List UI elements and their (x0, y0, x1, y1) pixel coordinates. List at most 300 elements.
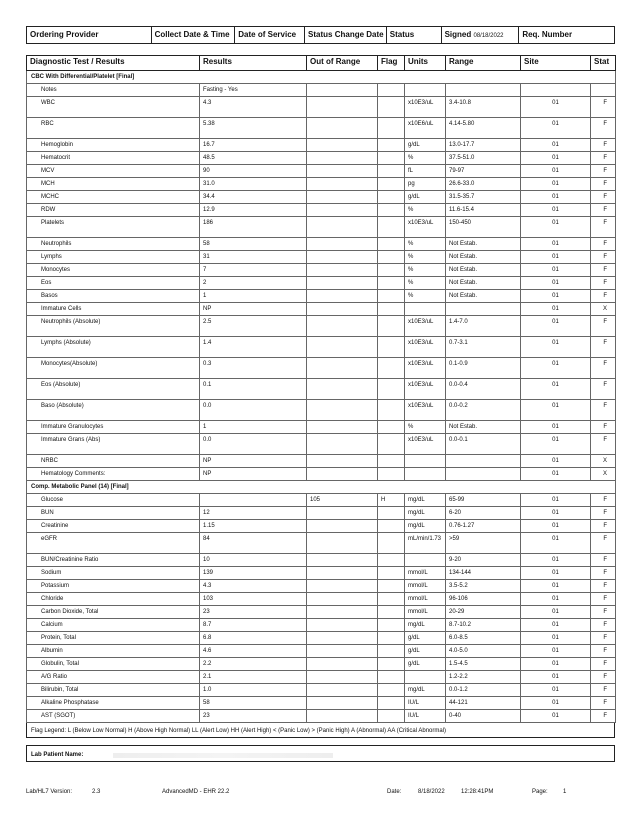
units-value: mmol/L (405, 606, 446, 619)
test-name: BUN/Creatinine Ratio (27, 554, 200, 567)
range-value: Not Estab. (446, 290, 521, 303)
table-row (27, 554, 616, 567)
test-name: Hematology Comments: (27, 468, 200, 481)
units-value: g/dL (405, 632, 446, 645)
results-value: 31.0 (200, 178, 307, 191)
stat-value: F (591, 710, 616, 723)
stat-value: F (591, 97, 616, 118)
stat-value: F (591, 619, 616, 632)
stat-value: F (591, 290, 616, 303)
site-value: 01 (521, 139, 591, 152)
table-row (27, 671, 616, 684)
site-value: 01 (521, 533, 591, 554)
test-name: Potassium (27, 580, 200, 593)
units-value: mmol/L (405, 593, 446, 606)
stat-value: X (591, 468, 616, 481)
site-value: 01 (521, 358, 591, 379)
site-value: 01 (521, 400, 591, 421)
results-value: 31 (200, 251, 307, 264)
units-value (405, 554, 446, 567)
results-value: 1.15 (200, 520, 307, 533)
range-value: 0.76-1.27 (446, 520, 521, 533)
print-date: 8/18/2022 (418, 789, 445, 795)
results-value: 2 (200, 277, 307, 290)
flag-value (378, 658, 405, 671)
site-value: 01 (521, 379, 591, 400)
units-value: pg (405, 178, 446, 191)
test-name: Chloride (27, 593, 200, 606)
flag-value (378, 468, 405, 481)
stat-value: F (591, 671, 616, 684)
status-change-date-label: Status Change Date (305, 27, 387, 43)
units-value: % (405, 238, 446, 251)
site-value: 01 (521, 697, 591, 710)
results-value: 4.3 (200, 580, 307, 593)
out-of-range-value (307, 671, 378, 684)
collect-date-label: Collect Date & Time (152, 27, 236, 43)
site-value: 01 (521, 606, 591, 619)
out-of-range-value (307, 580, 378, 593)
results-value: NP (200, 303, 307, 316)
flag-value (378, 455, 405, 468)
results-value: 139 (200, 567, 307, 580)
table-row (27, 251, 616, 264)
signed-cell (442, 27, 520, 43)
out-of-range-value: 105 (307, 494, 378, 507)
units-value: x10E3/uL (405, 400, 446, 421)
stat-value: F (591, 358, 616, 379)
flag-value (378, 238, 405, 251)
results-value: 1 (200, 290, 307, 303)
stat-value: F (591, 658, 616, 671)
flag-value (378, 84, 405, 97)
flag-value (378, 520, 405, 533)
results-value: 12.9 (200, 204, 307, 217)
range-value: 31.5-35.7 (446, 191, 521, 204)
test-name: MCHC (27, 191, 200, 204)
test-name: Baso (Absolute) (27, 400, 200, 421)
stat-value: F (591, 264, 616, 277)
results-value: 0.3 (200, 358, 307, 379)
results-value: 0.1 (200, 379, 307, 400)
units-value: g/dL (405, 191, 446, 204)
test-name: Neutrophils (Absolute) (27, 316, 200, 337)
units-value (405, 84, 446, 97)
flag-value (378, 165, 405, 178)
results-value: 1 (200, 421, 307, 434)
range-value: 0-40 (446, 710, 521, 723)
units-value: x10E3/uL (405, 97, 446, 118)
site-value: 01 (521, 290, 591, 303)
range-value: 79-97 (446, 165, 521, 178)
site-value: 01 (521, 165, 591, 178)
test-name: Neutrophils (27, 238, 200, 251)
flag-value (378, 671, 405, 684)
range-value: 0.0-0.4 (446, 379, 521, 400)
range-value: 4.0-5.0 (446, 645, 521, 658)
out-of-range-value (307, 277, 378, 290)
units-value: % (405, 277, 446, 290)
out-of-range-value (307, 520, 378, 533)
units-value: x10E3/uL (405, 337, 446, 358)
site-value: 01 (521, 645, 591, 658)
patient-name-label: Lab Patient Name: (31, 752, 84, 758)
table-row (27, 710, 616, 723)
test-name: Carbon Dioxide, Total (27, 606, 200, 619)
site-value (521, 84, 591, 97)
site-value: 01 (521, 671, 591, 684)
units-value: IU/L (405, 710, 446, 723)
range-value: 13.0-17.7 (446, 139, 521, 152)
range-value: 1.2-2.2 (446, 671, 521, 684)
table-row (27, 97, 616, 118)
test-name: Monocytes (27, 264, 200, 277)
range-value: Not Estab. (446, 238, 521, 251)
results-value: 58 (200, 697, 307, 710)
site-value: 01 (521, 217, 591, 238)
site-value: 01 (521, 710, 591, 723)
stat-value: F (591, 554, 616, 567)
flag-value (378, 379, 405, 400)
results-value: 8.7 (200, 619, 307, 632)
units-value: % (405, 251, 446, 264)
out-of-range-value (307, 710, 378, 723)
flag-legend: Flag Legend: L (Below Low Normal) H (Above High Normal) LL (Alert Low) HH (Alert High) < (Panic Low) > (Panic High) A (Abnormal) AA (Critical Abnormal) (26, 723, 615, 738)
out-of-range-value (307, 379, 378, 400)
stat-value: F (591, 580, 616, 593)
site-value: 01 (521, 152, 591, 165)
table-row (27, 494, 616, 507)
test-name: MCV (27, 165, 200, 178)
stat-value: F (591, 118, 616, 139)
table-row (27, 152, 616, 165)
units-value: mg/dL (405, 494, 446, 507)
range-value: 20-29 (446, 606, 521, 619)
units-value (405, 468, 446, 481)
units-value: % (405, 421, 446, 434)
flag-value (378, 533, 405, 554)
flag-value (378, 337, 405, 358)
units-value: x10E3/uL (405, 434, 446, 455)
flag-value (378, 97, 405, 118)
flag-value (378, 303, 405, 316)
range-value: 6-20 (446, 507, 521, 520)
units-value (405, 455, 446, 468)
out-of-range-value (307, 204, 378, 217)
site-value: 01 (521, 277, 591, 290)
results-table (26, 55, 616, 723)
test-name: Monocytes(Absolute) (27, 358, 200, 379)
test-name: Basos (27, 290, 200, 303)
range-value: 96-106 (446, 593, 521, 606)
units-value: mg/dL (405, 684, 446, 697)
units-value: % (405, 152, 446, 165)
date-of-service-label: Date of Service (235, 27, 305, 43)
stat-value: F (591, 178, 616, 191)
ordering-provider-label: Ordering Provider (27, 27, 152, 43)
stat-value: F (591, 191, 616, 204)
out-of-range-value (307, 152, 378, 165)
stat-value: F (591, 494, 616, 507)
results-value: 5.38 (200, 118, 307, 139)
site-value: 01 (521, 455, 591, 468)
range-value: Not Estab. (446, 421, 521, 434)
stat-value: F (591, 421, 616, 434)
stat-value: F (591, 434, 616, 455)
units-value: x10E3/uL (405, 217, 446, 238)
out-of-range-value (307, 139, 378, 152)
patient-name-row (26, 745, 615, 762)
col-out-of-range: Out of Range (307, 56, 378, 71)
flag-value (378, 251, 405, 264)
out-of-range-value (307, 264, 378, 277)
stat-value: F (591, 400, 616, 421)
table-row (27, 684, 616, 697)
stat-value: F (591, 684, 616, 697)
units-value: x10E6/uL (405, 118, 446, 139)
col-site: Site (521, 56, 591, 71)
site-value: 01 (521, 520, 591, 533)
out-of-range-value (307, 455, 378, 468)
col-flag: Flag (378, 56, 405, 71)
units-value: x10E3/uL (405, 379, 446, 400)
col-stat: Stat (591, 56, 616, 71)
results-value: 4.3 (200, 97, 307, 118)
out-of-range-value (307, 217, 378, 238)
stat-value: F (591, 337, 616, 358)
results-value: 0.0 (200, 434, 307, 455)
out-of-range-value (307, 303, 378, 316)
stat-value: F (591, 593, 616, 606)
test-name: NRBC (27, 455, 200, 468)
units-value: IU/L (405, 697, 446, 710)
site-value: 01 (521, 567, 591, 580)
flag-value (378, 316, 405, 337)
flag-value (378, 619, 405, 632)
site-value: 01 (521, 554, 591, 567)
redacted-patient-name (113, 753, 333, 758)
stat-value: F (591, 217, 616, 238)
section-title: Comp. Metabolic Panel (14) [Final] (27, 481, 616, 494)
out-of-range-value (307, 533, 378, 554)
results-value: 2.2 (200, 658, 307, 671)
flag-value (378, 152, 405, 165)
flag-value (378, 290, 405, 303)
test-name: Platelets (27, 217, 200, 238)
site-value: 01 (521, 468, 591, 481)
stat-value: F (591, 645, 616, 658)
flag-value (378, 139, 405, 152)
flag-value (378, 632, 405, 645)
page-label: Page: (532, 789, 548, 795)
range-value: 6.0-8.5 (446, 632, 521, 645)
test-name: Alkaline Phosphatase (27, 697, 200, 710)
test-name: RBC (27, 118, 200, 139)
table-row (27, 238, 616, 251)
test-name: Lymphs (27, 251, 200, 264)
results-value: 6.8 (200, 632, 307, 645)
flag-value (378, 606, 405, 619)
table-row (27, 217, 616, 238)
out-of-range-value (307, 567, 378, 580)
table-row (27, 632, 616, 645)
signed-date: 08/18/2022 (473, 33, 504, 39)
flag-value (378, 421, 405, 434)
range-value: 0.7-3.1 (446, 337, 521, 358)
results-value: 10 (200, 554, 307, 567)
site-value: 01 (521, 204, 591, 217)
site-value: 01 (521, 421, 591, 434)
table-row (27, 619, 616, 632)
results-value: 1.4 (200, 337, 307, 358)
stat-value: F (591, 277, 616, 290)
stat-value: F (591, 139, 616, 152)
out-of-range-value (307, 238, 378, 251)
results-value: 84 (200, 533, 307, 554)
test-name: Calcium (27, 619, 200, 632)
out-of-range-value (307, 84, 378, 97)
out-of-range-value (307, 421, 378, 434)
table-row (27, 264, 616, 277)
out-of-range-value (307, 684, 378, 697)
table-row (27, 358, 616, 379)
report-header (26, 26, 615, 44)
results-value: 58 (200, 238, 307, 251)
page-number: 1 (563, 789, 567, 795)
out-of-range-value (307, 337, 378, 358)
stat-value: X (591, 455, 616, 468)
results-value: 186 (200, 217, 307, 238)
flag-value (378, 277, 405, 290)
col-range: Range (446, 56, 521, 71)
out-of-range-value (307, 507, 378, 520)
test-name: Hematocrit (27, 152, 200, 165)
table-row (27, 337, 616, 358)
version-value: 2.3 (92, 789, 101, 795)
results-value: 2.5 (200, 316, 307, 337)
flag-value (378, 645, 405, 658)
table-row (27, 593, 616, 606)
results-value: Fasting - Yes (200, 84, 307, 97)
section-title: CBC With Differential/Platelet [Final] (27, 71, 616, 84)
table-row (27, 468, 616, 481)
out-of-range-value (307, 251, 378, 264)
signed-label: Signed (444, 30, 472, 39)
out-of-range-value (307, 97, 378, 118)
range-value: 26.6-33.0 (446, 178, 521, 191)
units-value: mL/min/1.73 (405, 533, 446, 554)
units-value: x10E3/uL (405, 358, 446, 379)
table-row (27, 303, 616, 316)
print-time: 12:28:41PM (461, 789, 494, 795)
test-name: AST (SGOT) (27, 710, 200, 723)
units-value (405, 303, 446, 316)
results-value: 103 (200, 593, 307, 606)
test-name: Albumin (27, 645, 200, 658)
version-label: Lab/HL7 Version: (26, 789, 73, 795)
stat-value: F (591, 204, 616, 217)
out-of-range-value (307, 593, 378, 606)
site-value: 01 (521, 178, 591, 191)
col-results: Results (200, 56, 307, 71)
stat-value: F (591, 379, 616, 400)
test-name: Globulin, Total (27, 658, 200, 671)
flag-value (378, 593, 405, 606)
range-value (446, 303, 521, 316)
test-name: Protein, Total (27, 632, 200, 645)
results-value: 7 (200, 264, 307, 277)
table-row (27, 139, 616, 152)
units-value: % (405, 264, 446, 277)
table-row (27, 191, 616, 204)
range-value (446, 84, 521, 97)
out-of-range-value (307, 118, 378, 139)
lab-report-page (26, 26, 615, 762)
units-value: x10E3/uL (405, 316, 446, 337)
range-value: 1.5-4.5 (446, 658, 521, 671)
out-of-range-value (307, 645, 378, 658)
stat-value: F (591, 251, 616, 264)
stat-value: F (591, 165, 616, 178)
results-value: 23 (200, 710, 307, 723)
site-value: 01 (521, 507, 591, 520)
site-value: 01 (521, 658, 591, 671)
flag-value (378, 507, 405, 520)
site-value: 01 (521, 316, 591, 337)
test-name: BUN (27, 507, 200, 520)
flag-value (378, 580, 405, 593)
flag-value (378, 554, 405, 567)
range-value: 8.7-10.2 (446, 619, 521, 632)
test-name: Lymphs (Absolute) (27, 337, 200, 358)
table-row (27, 697, 616, 710)
out-of-range-value (307, 178, 378, 191)
test-name: eGFR (27, 533, 200, 554)
test-name: A/G Ratio (27, 671, 200, 684)
test-name: RDW (27, 204, 200, 217)
range-value: 150-450 (446, 217, 521, 238)
range-value: 0.0-0.2 (446, 400, 521, 421)
test-name: Bilirubin, Total (27, 684, 200, 697)
out-of-range-value (307, 632, 378, 645)
units-value: mmol/L (405, 567, 446, 580)
out-of-range-value (307, 697, 378, 710)
table-row (27, 178, 616, 191)
test-name: Immature Granulocytes (27, 421, 200, 434)
col-units: Units (405, 56, 446, 71)
site-value: 01 (521, 97, 591, 118)
out-of-range-value (307, 658, 378, 671)
table-row (27, 580, 616, 593)
out-of-range-value (307, 619, 378, 632)
units-value: g/dL (405, 645, 446, 658)
range-value: 0.1-0.9 (446, 358, 521, 379)
out-of-range-value (307, 316, 378, 337)
range-value: Not Estab. (446, 251, 521, 264)
units-value: mg/dL (405, 507, 446, 520)
units-value: mg/dL (405, 520, 446, 533)
test-name: WBC (27, 97, 200, 118)
stat-value: F (591, 520, 616, 533)
table-row (27, 455, 616, 468)
table-row (27, 421, 616, 434)
flag-value (378, 567, 405, 580)
site-value: 01 (521, 593, 591, 606)
test-name: Immature Cells (27, 303, 200, 316)
stat-value: F (591, 152, 616, 165)
table-row (27, 434, 616, 455)
test-name: Glucose (27, 494, 200, 507)
